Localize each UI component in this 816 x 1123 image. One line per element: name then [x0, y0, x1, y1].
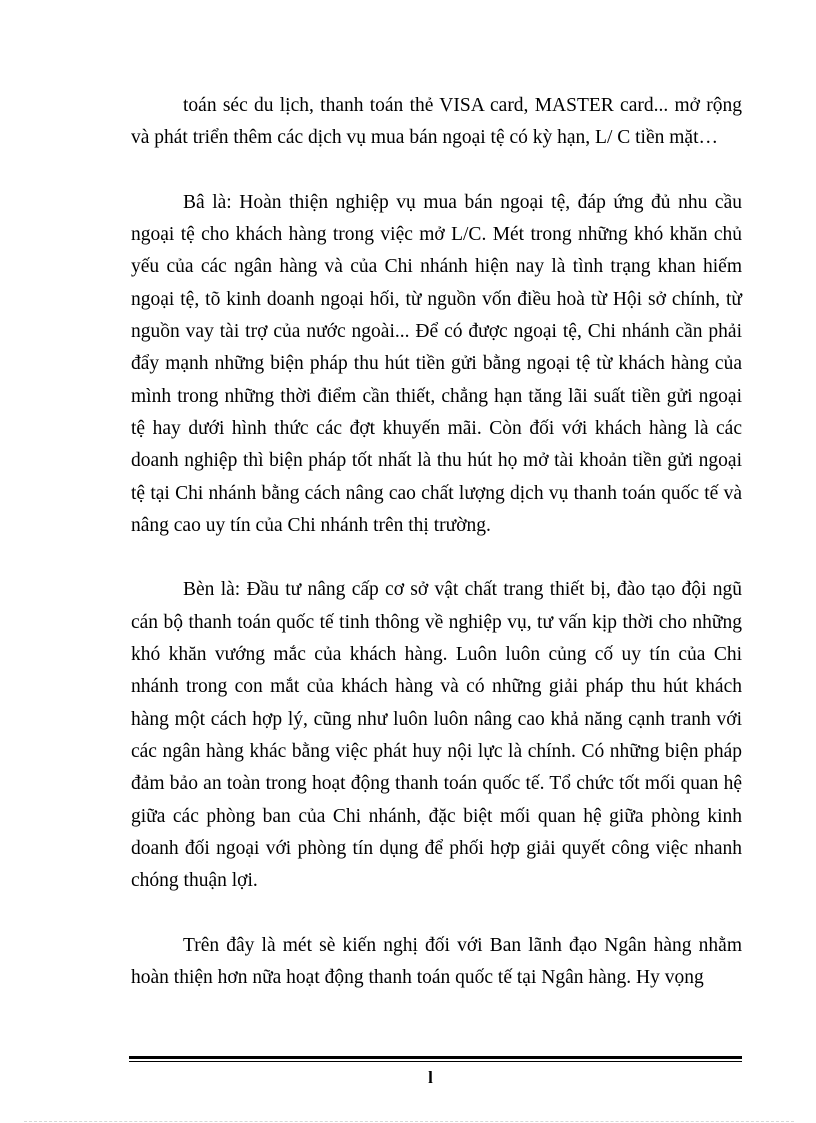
paragraph-conclusion: Trên đây là mét sè kiến nghị đối với Ban lãnh đạo Ngân hàng nhằm hoàn thiện hơn nữa hoạt động thanh toán quốc tế tại Ngân hàng. Hy vọng: [131, 934, 742, 989]
paragraph-continuation: toán séc du lịch, thanh toán thẻ VISA card, MASTER card... mở rộng và phát triển thêm các dịch vụ mua bán ngoại tệ có kỳ hạn, L/ C tiền mặt…: [131, 95, 742, 149]
page-number: l: [428, 1068, 433, 1087]
footer-divider: [129, 1056, 742, 1062]
paragraph-thu-bon: Bèn là: Đầu tư nâng cấp cơ sở vật chất trang thiết bị, đào tạo đội ngũ cán bộ thanh toán quốc tế tinh thông về nghiệp vụ, tư vấn kịp thời cho những khó khăn vướng mắc của khách hàng. Luôn luôn củng cố uy tín của Chi nhánh trong con mắt của khách hàng và có những giải pháp thu hút khách hàng một cách hợp lý, cũng như luôn luôn nâng cao khả năng cạnh tranh với các ngân hàng khác bằng việc phát huy nội lực là chính. Có những biện pháp đảm bảo an toàn trong hoạt động thanh toán quốc tế. Tổ chức tốt mối quan hệ giữa các phòng ban của Chi nhánh, đặc biệt mối quan hệ giữa phòng kinh doanh đối ngoại với phòng tín dụng để phối hợp giải quyết công việc nhanh chóng thuận lợi.: [131, 579, 742, 892]
document-body: [131, 90, 742, 1027]
page-edge-dotted-line: [24, 1121, 794, 1122]
paragraph-thu-ba: Bâ là: Hoàn thiện nghiệp vụ mua bán ngoại tệ, đáp ứng đủ nhu cầu ngoại tệ cho khách hàng trong việc mở L/C. Mét trong những khó khăn chủ yếu của các ngân hàng và của Chi nhánh hiện nay là tình trạng khan hiếm ngoại tệ, tõ kinh doanh ngoại hối, từ nguồn vốn điều hoà từ Hội sở chính, từ nguồn vay tài trợ của nước ngoài... Để có được ngoại tệ, Chi nhánh cần phải đẩy mạnh những biện pháp thu hút tiền gửi bằng ngoại tệ từ khách hàng của mình trong những thời điểm cần thiết, chẳng hạn tăng lãi suất tiền gửi ngoại tệ hay dưới hình thức các đợt khuyến mãi. Còn đối với khách hàng là các doanh nghiệp thì biện pháp tốt nhất là thu hút họ mở tài khoản tiền gửi ngoại tệ tại Chi nhánh bằng cách nâng cao chất lượng dịch vụ thanh toán quốc tế và nâng cao uy tín của Chi nhánh trên thị trường.: [131, 191, 742, 536]
